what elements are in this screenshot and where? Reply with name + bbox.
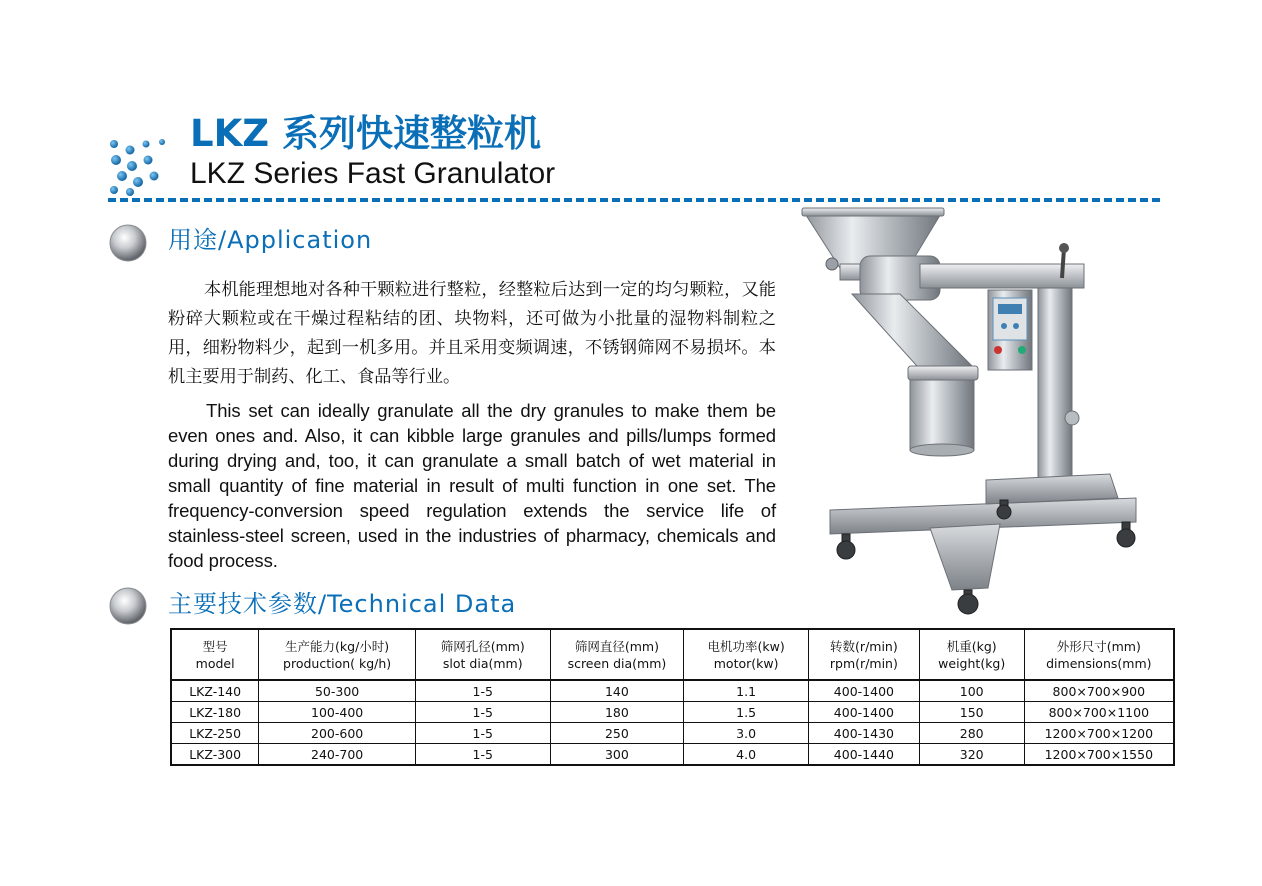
application-heading: 用途/Application bbox=[168, 226, 373, 254]
table-cell: 400-1400 bbox=[808, 702, 919, 723]
table-cell: 800×700×1100 bbox=[1024, 702, 1174, 723]
column-header: 筛网孔径(mm) slot dia(mm) bbox=[415, 629, 550, 680]
technical-data-table bbox=[170, 628, 1175, 766]
table-row bbox=[171, 723, 1174, 744]
table-cell: LKZ-300 bbox=[189, 746, 242, 762]
table-cell: LKZ-140 bbox=[171, 680, 259, 702]
silver-sphere-bullet-icon bbox=[108, 223, 148, 263]
granulator-machine-photo bbox=[800, 198, 1156, 618]
table-cell: 280 bbox=[919, 723, 1024, 744]
table-cell: 320 bbox=[919, 744, 1024, 766]
table-cell: 800×700×900 bbox=[1024, 680, 1174, 702]
table-row bbox=[171, 702, 1174, 723]
table-cell: 1.1 bbox=[684, 680, 809, 702]
table-row bbox=[171, 744, 1174, 766]
table-cell: 400-1430 bbox=[808, 723, 919, 744]
column-header: 筛网直径(mm) screen dia(mm) bbox=[550, 629, 684, 680]
table-cell: 1200×700×1200 bbox=[1024, 723, 1174, 744]
column-header: 型号 model bbox=[171, 629, 259, 680]
table-cell: LKZ-180 bbox=[171, 702, 259, 723]
page-title-en: LKZ Series Fast Granulator bbox=[190, 157, 556, 190]
table-cell: LKZ-250 bbox=[171, 723, 259, 744]
column-header: 生产能力(kg/小时) production( kg/h) bbox=[259, 629, 416, 680]
silver-sphere-bullet-icon bbox=[108, 586, 148, 626]
table-cell: 50-300 bbox=[259, 680, 416, 702]
technical-heading: 主要技术参数/Technical Data bbox=[168, 590, 517, 618]
application-text-en: This set can ideally granulate all the dry granules to make them be even ones and. Also, it can kibble large granules and pills/lumps formed during drying and, too, it can granulate a small batch of wet material in small quantity of fine material in result of multi function in one set. The frequency-conversion speed regulation extends the service life of stainless-steel screen, used in the industries of pharmacy, chemicals and food process. bbox=[168, 400, 776, 571]
table-cell: 1-5 bbox=[415, 702, 550, 723]
table-cell: 240-700 bbox=[259, 744, 416, 766]
table-cell: 300 bbox=[550, 744, 684, 766]
table-cell: 4.0 bbox=[684, 744, 809, 766]
dot-grid-logo-icon bbox=[108, 138, 174, 196]
column-header: 电机功率(kw) motor(kw) bbox=[684, 629, 809, 680]
application-text-cn: 本机能理想地对各种干颗粒进行整粒，经整粒后达到一定的均匀颗粒，又能粉碎大颗粒或在干燥过程粘结的团、块物料，还可做为小批量的湿物料制粒之用，细粉物料少，起到一机多用。并且采用变频调速，不锈钢筛网不易损坏。本机主要用于制药、化工、食品等行业。 bbox=[168, 280, 776, 387]
table-cell: 180 bbox=[550, 702, 684, 723]
column-header: 转数(r/min) rpm(r/min) bbox=[808, 629, 919, 680]
table-cell: 150 bbox=[919, 702, 1024, 723]
table-cell: 250 bbox=[550, 723, 684, 744]
table-cell: 3.0 bbox=[684, 723, 809, 744]
table-cell: 400-1440 bbox=[808, 744, 919, 766]
table-cell: 100-400 bbox=[259, 702, 416, 723]
table-cell: 1-5 bbox=[415, 680, 550, 702]
table-cell: 1.5 bbox=[684, 702, 809, 723]
table-cell: 1200×700×1550 bbox=[1024, 744, 1174, 766]
table-cell: 200-600 bbox=[259, 723, 416, 744]
page-title-cn: LKZ 系列快速整粒机 bbox=[190, 112, 541, 155]
column-header: 外形尺寸(mm) dimensions(mm) bbox=[1024, 629, 1174, 680]
table-cell: 400-1400 bbox=[808, 680, 919, 702]
table-cell: 100 bbox=[919, 680, 1024, 702]
table-header-row bbox=[171, 629, 1174, 680]
table-row bbox=[171, 680, 1174, 702]
table-cell: 140 bbox=[550, 680, 684, 702]
column-header: 机重(kg) weight(kg) bbox=[919, 629, 1024, 680]
table-cell: 1-5 bbox=[415, 723, 550, 744]
table-cell: 1-5 bbox=[415, 744, 550, 766]
